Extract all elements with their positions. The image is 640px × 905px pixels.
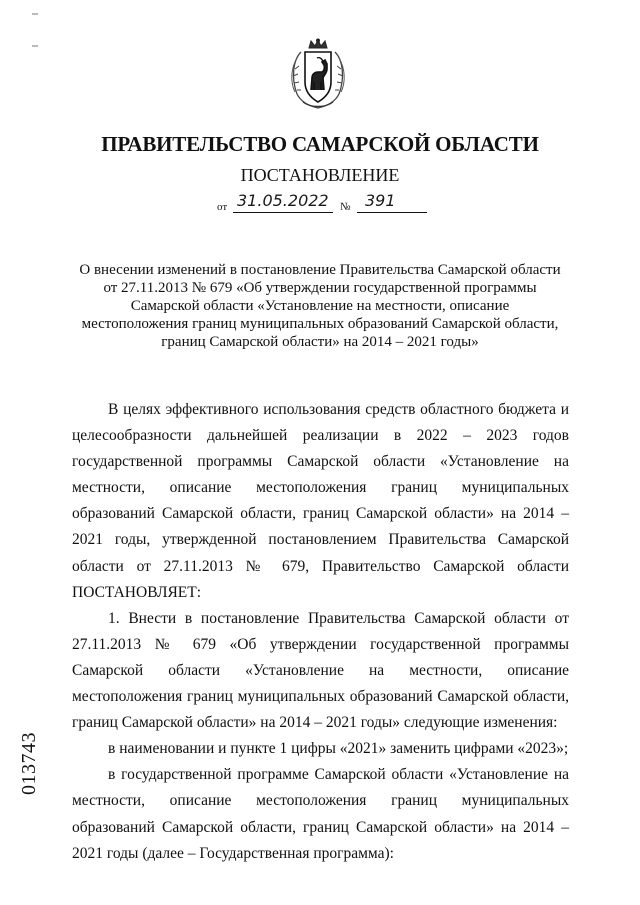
item-1a-paragraph: в наименовании и пункте 1 цифры «2021» заменить цифрами «2023»; [108, 740, 569, 758]
subject-line: Самарской области «Установление на местности, описание [130, 298, 510, 314]
subject-line: границ Самарской области» на 2014 – 2021 годы» [161, 334, 479, 350]
item-1b-paragraph: в государственной программе Самарской области «Установление на местности, описание местоположения границ муниципальных образований Самарской области, границ Самарской области» на 2014 – 2021 годы (далее – Государственная программа): [72, 766, 569, 862]
government-title: ПРАВИТЕЛЬСТВО САМАРСКОЙ ОБЛАСТИ [101, 132, 539, 156]
decree-subject [70, 261, 570, 351]
subject-line: от 27.11.2013 № 679 «Об утверждении государственной программы [103, 280, 537, 296]
date-handwritten: 31.05.2022 [237, 191, 329, 210]
subject-line: О внесении изменений в постановление Правительства Самарской области [79, 262, 561, 278]
date-underline [233, 212, 333, 213]
item-1-paragraph: 1. Внести в постановление Правительства Самарской области от 27.11.2013 № 679 «Об утверждении государственной программы Самарской области «Установление на местности, описание местоположения границ муниципальных образований Самарской области, границ Самарской области» на 2014 – 2021 годы» следующие изменения: [72, 609, 569, 732]
document-type-title: ПОСТАНОВЛЕНИЕ [240, 165, 400, 185]
corner-marks [10, 10, 40, 70]
number-underline [357, 212, 427, 213]
decree-body [72, 397, 569, 867]
date-prefix: от [217, 201, 228, 213]
intro-paragraph: В целях эффективного использования средств областного бюджета и целесообразности дальнейшей реализации в 2022 – 2023 годов государственной программы Самарской области «Установление на местности, описание местоположения границ муниципальных образований Самарской области, границ Самарской области» на 2014 – 2021 годы, утвержденной постановлением Правительства Самарской области от 27.11.2013 № 679, Правительство Самарской области ПОСТАНОВЛЯЕТ: [72, 401, 569, 601]
number-prefix: № [340, 201, 351, 213]
samara-coat-of-arms-emblem [287, 38, 349, 110]
margin-registration-number: 013743 [18, 732, 40, 795]
subject-line: местоположения границ муниципальных образований Самарской области, [81, 316, 559, 332]
number-handwritten: 391 [365, 191, 396, 210]
date-number-line [215, 191, 435, 217]
